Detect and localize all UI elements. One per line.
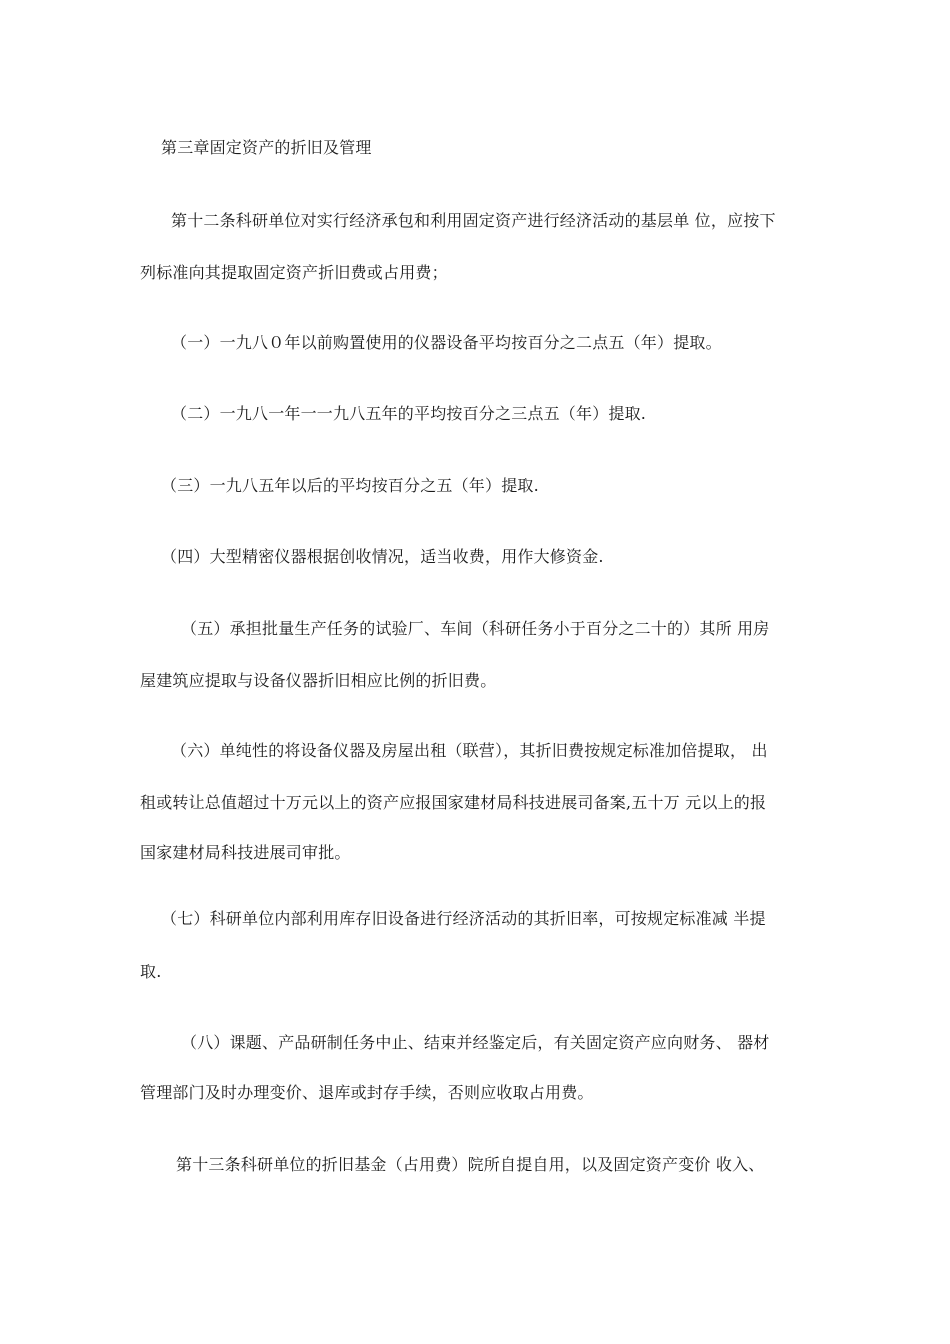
item-6-line-2: 租或转让总值超过十万元以上的资产应报国家建材局科技进展司备案,五十万 元以上的报 [140,793,767,812]
item-7-line-1: （七）科研单位内部利用库存旧设备进行经济活动的其折旧率，可按规定标准减 半提 [161,909,766,928]
item-3: （三）一九八五年以后的平均按百分之五（年）提取. [161,476,539,495]
item-5-line-2: 屋建筑应提取与设备仪器折旧相应比例的折旧费。 [140,671,497,690]
item-5-line-1: （五）承担批量生产任务的试验厂、车间（科研任务小于百分之二十的）其所 用房 [181,619,770,638]
article-12-line-1: 第十二条科研单位对实行经济承包和利用固定资产进行经济活动的基层单 位，应按下 [171,211,776,230]
item-1: （一）一九八０年以前购置使用的仪器设备平均按百分之二点五（年）提取。 [171,333,722,352]
chapter-title: 第三章固定资产的折旧及管理 [161,138,372,157]
item-4: （四）大型精密仪器根据创收情况，适当收费，用作大修资金. [161,547,604,566]
article-13-line-1: 第十三条科研单位的折旧基金（占用费）院所自提自用，以及固定资产变价 收入、 [176,1155,765,1174]
article-12-line-2: 列标准向其提取固定资产折旧费或占用费； [140,263,448,282]
item-8-line-2: 管理部门及时办理变价、退库或封存手续，否则应收取占用费。 [140,1083,594,1102]
item-2: （二）一九八一年一一九八五年的平均按百分之三点五（年）提取. [171,404,647,423]
item-7-line-2: 取. [140,962,162,981]
item-8-line-1: （八）课题、产品研制任务中止、结束并经鉴定后，有关固定资产应向财务、 器材 [181,1033,770,1052]
item-6-line-1: （六）单纯性的将设备仪器及房屋出租（联营），其折旧费按规定标准加倍提取， 出 [171,741,768,760]
item-6-line-3: 国家建材局科技进展司审批。 [140,843,351,862]
